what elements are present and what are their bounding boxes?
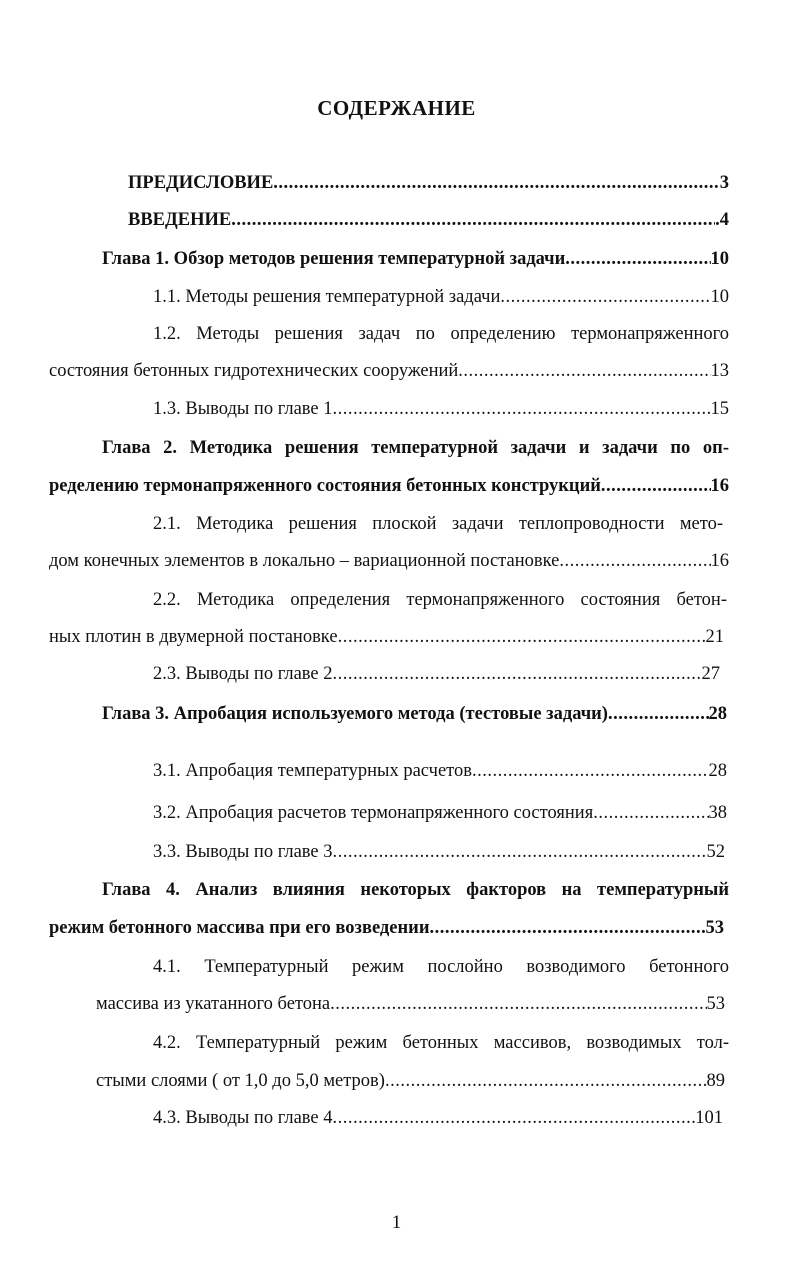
toc-entry-text: ПРЕДИСЛОВИЕ	[128, 173, 274, 193]
toc-entry-section-2-3[interactable]	[153, 662, 720, 686]
toc-entry-section-3-3[interactable]	[153, 840, 725, 864]
toc-entry-chapter-4-line2[interactable]	[49, 916, 724, 940]
toc-entry-chapter-1[interactable]	[102, 247, 729, 271]
toc-page-number: 16	[710, 476, 729, 496]
page-number: 1	[391, 1212, 402, 1233]
toc-entry-text: Глава 1. Обзор методов решения температурной задачи	[102, 249, 566, 269]
toc-entry-section-4-1-line2[interactable]	[96, 992, 725, 1016]
toc-page-number: 16	[710, 551, 729, 571]
toc-entry-text: 3.3. Выводы по главе 3	[153, 842, 333, 862]
toc-leader-dots	[385, 1069, 707, 1093]
toc-entry-section-1-2-line2[interactable]	[49, 359, 729, 383]
toc-leader-dots	[429, 916, 705, 940]
toc-entry-section-3-1[interactable]	[153, 759, 727, 783]
toc-entry-section-2-1-line2[interactable]	[49, 549, 729, 573]
toc-leader-dots	[338, 625, 706, 649]
toc-entry-section-4-2-line2[interactable]	[96, 1069, 725, 1093]
toc-page-number: 53	[705, 918, 724, 938]
toc-leader-dots	[601, 474, 711, 498]
toc-leader-dots	[273, 171, 719, 195]
page-title: СОДЕРЖАНИЕ	[317, 96, 476, 120]
toc-entry-chapter-2-line1[interactable]: Глава 2. Методика решения температурной задачи и задачи по оп-	[102, 438, 729, 458]
toc-entry-text: ВВЕДЕНИЕ	[128, 210, 232, 230]
toc-entry-text: режим бетонного массива при его возведении	[49, 918, 430, 938]
toc-leader-dots	[333, 662, 702, 686]
toc-page-number: 38	[708, 803, 727, 823]
toc-entry-section-2-2-line2[interactable]	[49, 625, 724, 649]
toc-page-number: 10	[710, 287, 729, 307]
toc-leader-dots	[608, 702, 709, 726]
toc-entry-text: дом конечных элементов в локально – вариационной постановке	[49, 551, 560, 571]
toc-page-number: 10	[710, 249, 729, 269]
toc-page-number: 21	[705, 627, 724, 647]
toc-leader-dots	[330, 992, 706, 1016]
toc-entry-section-2-2-line1[interactable]: 2.2. Методика определения термонапряженного состояния бетон-	[153, 590, 727, 610]
toc-page-number: 3	[719, 173, 729, 193]
toc-leader-dots	[333, 840, 707, 864]
toc-entry-text: состояния бетонных гидротехнических сооружений	[49, 361, 459, 381]
toc-entry-text: 1.1. Методы решения температурной задачи	[153, 287, 501, 307]
toc-entry-text: 4.3. Выводы по главе 4	[153, 1108, 333, 1128]
toc-leader-dots	[333, 397, 711, 421]
toc-page-number: 101	[695, 1108, 723, 1128]
toc-page-number: 52	[706, 842, 725, 862]
toc-entry-text: 2.3. Выводы по главе 2	[153, 664, 333, 684]
toc-leader-dots	[231, 208, 715, 232]
toc-entry-section-2-1-line1[interactable]: 2.1. Методика решения плоской задачи теплопроводности мето-	[153, 514, 723, 534]
toc-entry-chapter-2-line2[interactable]	[49, 474, 729, 498]
toc-page-number: 15	[710, 399, 729, 419]
toc-entry-text: Глава 3. Апробация используемого метода (тестовые задачи)	[102, 704, 608, 724]
toc-page-number: 89	[706, 1071, 725, 1091]
toc-entry-section-1-3[interactable]	[153, 397, 729, 421]
toc-page-number: 27	[701, 664, 720, 684]
toc-entry-section-1-1[interactable]	[153, 285, 729, 309]
toc-entry-section-3-2[interactable]	[153, 801, 727, 825]
toc-page-number: 28	[708, 761, 727, 781]
toc-leader-dots	[472, 759, 709, 783]
toc-entry-text: стыми слоями ( от 1,0 до 5,0 метров)	[96, 1071, 385, 1091]
toc-entry-section-4-2-line1[interactable]: 4.2. Температурный режим бетонных массивов, возводимых тол-	[153, 1033, 729, 1053]
toc-leader-dots	[559, 549, 710, 573]
toc-entry-text: 1.3. Выводы по главе 1	[153, 399, 333, 419]
toc-entry-text: ределению термонапряженного состояния бетонных конструкций	[49, 476, 601, 496]
toc-leader-dots	[333, 1106, 696, 1130]
toc-page-number: 53	[706, 994, 725, 1014]
toc-entry-section-4-3[interactable]	[153, 1106, 723, 1130]
toc-entry-text: 3.2. Апробация расчетов термонапряженного состояния	[153, 803, 594, 823]
toc-entry-text: ных плотин в двумерной постановке	[49, 627, 338, 647]
toc-page-number: 13	[710, 361, 729, 381]
toc-entry-chapter-4-line1[interactable]: Глава 4. Анализ влияния некоторых факторов на температурный	[102, 880, 729, 900]
toc-page-number: 28	[708, 704, 727, 724]
toc-leader-dots	[565, 247, 710, 271]
toc-leader-dots	[500, 285, 710, 309]
toc-entry-chapter-3[interactable]	[102, 702, 727, 726]
toc-page-number: .4	[715, 210, 729, 230]
toc-leader-dots	[458, 359, 710, 383]
toc-leader-dots	[593, 801, 708, 825]
toc-entry-text: 3.1. Апробация температурных расчетов	[153, 761, 472, 781]
toc-entry-text: массива из укатанного бетона	[96, 994, 331, 1014]
toc-entry-section-1-2-line1[interactable]: 1.2. Методы решения задач по определению термонапряженного	[153, 324, 729, 344]
toc-entry-section-4-1-line1[interactable]: 4.1. Температурный режим послойно возводимого бетонного	[153, 957, 729, 977]
toc-entry-preface[interactable]	[128, 171, 729, 195]
toc-entry-intro[interactable]	[128, 208, 729, 232]
